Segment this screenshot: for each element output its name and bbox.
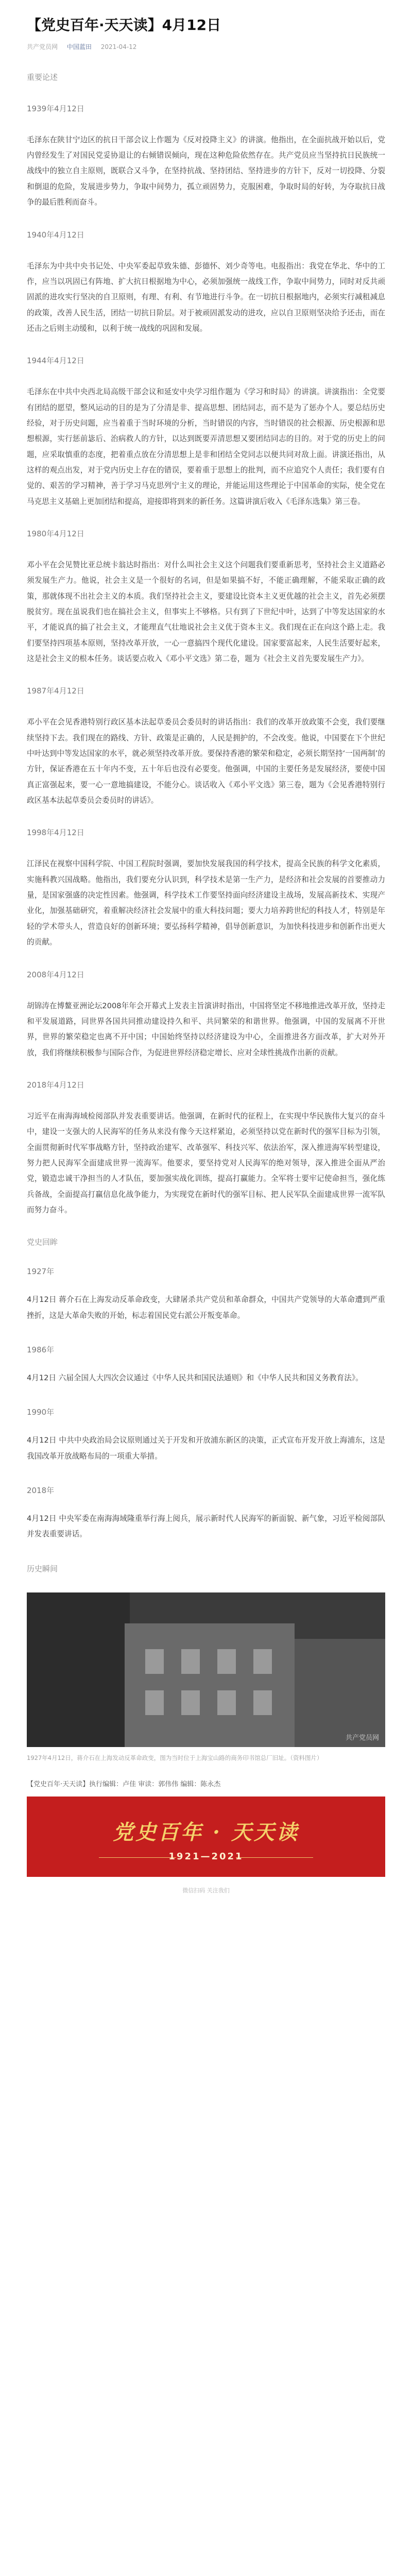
section-1940 xyxy=(27,229,385,337)
photo-window-shape xyxy=(217,1649,236,1674)
publish-date: 2021-04-12 xyxy=(100,43,137,50)
photo-window-shape xyxy=(253,1690,272,1715)
event-year: 1927年 xyxy=(27,1267,55,1277)
event-item xyxy=(27,1266,385,1324)
photo-heading: 历史瞬间 xyxy=(27,1564,58,1573)
event-year: 2018年 xyxy=(27,1486,55,1496)
events-heading: 党史回眸 xyxy=(27,1238,58,1247)
event-item xyxy=(27,1485,385,1543)
section-1987 xyxy=(27,685,385,808)
photo-window-shape xyxy=(181,1649,200,1674)
section-text: 毛泽东在陕甘宁边区的抗日干部会议上作题为《反对投降主义》的讲演。他指出，在全面抗战开始以后，党内曾经发生了对国民党妥协退让的右倾错误倾向，现在这种危险依然存在。共产党员应当坚持抗日民族统一战线中的独立自主原则，既联合又斗争，在坚持抗战、坚持团结、坚持进步的方针下，反对一切投降、分裂和倒退的危险，发展进步势力，争取中间势力，孤立顽固势力，克服困难，争取时局的好转，为夺取抗日战争的最后胜利而奋斗。 xyxy=(27,135,385,207)
event-year: 1986年 xyxy=(27,1345,55,1354)
section-text: 胡锦涛在博鳌亚洲论坛2008年年会开幕式上发表主旨演讲时指出，中国将坚定不移地推进改革开放，坚持走和平发展道路，同世界各国共同推动建设持久和平、共同繁荣的和谐世界。他强调，中国的发展离不开世界，世界的繁荣稳定也离不开中国；中国始终坚持以经济建设为中心，全面推进各方面改革，扩大对外开放，我们将继续积极参与国际合作，为促进世界经济稳定增长、应对全球性挑战作出新的贡献。 xyxy=(27,1001,385,1057)
article-meta xyxy=(27,42,385,51)
event-year: 1990年 xyxy=(27,1408,55,1417)
event-text: 4月12日 中央军委在南海海域隆重举行海上阅兵，展示新时代人民海军的新面貌、新气象，习近平检阅部队并发表重要讲话。 xyxy=(27,1514,385,1539)
section-text: 邓小平在会见香港特别行政区基本法起草委员会委员时的讲话指出：我们的改革开放政策不会变，我们要继续坚持下去。我们现在的路线、方针、政策是正确的，人民是拥护的，不会改变。他说，中国要在下个世纪中叶达到中等发达国家的水平，就必须坚持改革开放。要保持香港的繁荣和稳定，必须长期坚持‘一国两制’的方针，保证香港在五十年内不变，五十年后也没有必要变。他强调，中国的主要任务是发展经济，要使中国真正富强起来，要一心一意地搞建设，不能分心。谈话收入《邓小平文选》第三卷，题为《会见香港特别行政区基本法起草委员会委员时的讲话》。 xyxy=(27,718,385,805)
section-text: 习近平在南海海域检阅部队并发表重要讲话。他强调，在新时代的征程上，在实现中华民族伟大复兴的奋斗中，建设一支强大的人民海军的任务从来没有像今天这样紧迫，必须坚持以党在新时代的强军目标为引领，全面贯彻新时代军事战略方针，坚持政治建军、改革强军、科技兴军、依法治军，深入推进海军转型建设，努力把人民海军全面建成世界一流海军。他要求，要坚持党对人民海军的绝对领导，深入推进全面从严治党，锻造忠诚干净担当的人才队伍，要加强实战化训练，提高打赢能力。全军将士要牢记使命担当，强化练兵备战，全面提高打赢信息化战争能力，为实现党在新时代的强军目标、把人民军队全面建成世界一流军队而努力奋斗。 xyxy=(27,1111,385,1214)
photo-window-shape xyxy=(217,1690,236,1715)
event-text: 4月12日 中共中央政治局会议原则通过关于开发和开放浦东新区的决策，正式宣布开发开放上海浦东，这是我国改革开放战略布局的一项重大举措。 xyxy=(27,1436,385,1461)
section-1998 xyxy=(27,827,385,950)
page-footer: 微信扫码 关注我们 xyxy=(182,1887,230,1894)
photo-window-shape xyxy=(253,1649,272,1674)
article-source: 共产党员网 xyxy=(27,43,58,50)
section-1939 xyxy=(27,103,385,211)
section-date: 1987年4月12日 xyxy=(27,686,84,696)
event-text: 4月12日 蒋介石在上海发动反革命政变，大肆屠杀共产党员和革命群众，中国共产党领导的大革命遭到严重挫折，这是大革命失败的开始，标志着国民党右派公开叛变革命。 xyxy=(27,1295,385,1320)
section-date: 1939年4月12日 xyxy=(27,104,84,113)
section-kicker: 重要论述 xyxy=(27,72,58,82)
section-text: 毛泽东在中共中央西北局高级干部会议和延安中央学习组作题为《学习和时局》的讲演。讲演指出：全党要有团结的愿望，整风运动的目的是为了分清是非、提高思想、团结同志，而不是为了惩办个人。要总结历史经验，对于历史问题，应当着重于当时环境的分析，当时错误的内容，当时错误的社会根源、历史根源和思想根源，实行惩前毖后、治病救人的方针，以达到既要弄清思想又要团结同志的目的。对于党的历史上的问题，应采取慎重的态度，把着重点放在分清思想上是非和团结全党同志以便共同对敌上面。讲演还指出，从这样的观点出发，对于党内历史上存在的错误，要着重于思想上的批判，而不应追究个人责任；我们要有自觉的、艰苦的学习精神，善于学习马克思列宁主义的理论，并能运用这些理论于中国革命的实际，使全党在马克思主义基础上更加团结和提高，迎接即将到来的新任务。这篇讲演后收入《毛泽东选集》第三卷。 xyxy=(27,387,385,506)
photo-window-shape xyxy=(181,1690,200,1715)
section-text: 邓小平在会见赞比亚总统卡翁达时指出：对什么叫社会主义这个问题我们要重新思考，坚持社会主义道路必须发展生产力。他说，社会主义是一个很好的名词，但是如果搞不好，不能正确理解，不能采取正确的政策，那就体现不出社会主义的本质。我们坚持社会主义，要建设比资本主义更优越的社会主义，首先必须摆脱贫穷。现在虽说我们也在搞社会主义，但事实上不够格。只有到了下世纪中叶，达到了中等发达国家的水平，才能说真的搞了社会主义，才能理直气壮地说社会主义优于资本主义。我们现在正在向这个路上走。我们要坚持四项基本原则，坚持改革开放，一心一意搞四个现代化建设。国家要富起来，人民生活要好起来，这是社会主义的根本任务。谈话要点收入《邓小平文选》第二卷，题为《社会主义首先要发展生产力》。 xyxy=(27,560,385,664)
banner-title: 党史百年 · 天天读 xyxy=(113,1820,299,1845)
photo-building-shape xyxy=(125,1623,295,1747)
section-date: 1940年4月12日 xyxy=(27,230,84,240)
section-text: 江泽民在视察中国科学院、中国工程院时强调，要加快发展我国的科学技术，提高全民族的科学文化素质，实施科教兴国战略。他指出，我们要充分认识到，科学技术是第一生产力，是经济和社会发展的首要推动力量，是国家强盛的决定性因素。他强调，科学技术工作要坚持面向经济建设主战场，发展高新技术、实现产业化，加强基础研究，着重解决经济社会发展中的重大科技问题；要大力培养跨世纪的科技人才，特别是年轻的学术带头人，营造良好的创新环境；要弘扬科学精神，倡导创新意识，为加快科技进步和创新作出更大的贡献。 xyxy=(27,859,385,947)
event-text: 4月12日 六届全国人大四次会议通过《中华人民共和国民法通则》和《中华人民共和国义务教育法》。 xyxy=(27,1373,363,1382)
credit-text: 执行编辑：卢佳 审读：郭伟伟 编辑：陈永杰 xyxy=(89,1781,221,1789)
section-date: 1980年4月12日 xyxy=(27,529,84,538)
credit-label: 【党史百年·天天读】 xyxy=(27,1781,90,1789)
event-item xyxy=(27,1406,385,1464)
event-item xyxy=(27,1344,385,1386)
photo-tree-shape xyxy=(27,1592,130,1747)
article-title: 【党史百年·天天读】4月12日 xyxy=(27,16,221,33)
banner-years: 1921—2021 xyxy=(168,1851,244,1862)
section-1944 xyxy=(27,355,385,510)
section-date: 2008年4月12日 xyxy=(27,970,84,979)
section-text: 毛泽东为中共中央书记处、中央军委起草致朱德、彭德怀、刘少奇等电。电报指出：我党在华北、华中的工作，应当以巩固已有阵地、扩大抗日根据地为中心，必须加强统一战线工作，争取中间势力，同时对反共顽固派的进攻实行坚决的自卫原则，有理、有利、有节地进行斗争。在一切抗日根据地内，必须实行减租减息的政策，改善人民生活，团结一切抗日阶层。对于被顽固派发动的进攻，应以自卫原则坚决给予还击，而在还击之后则主动缓和，以利于统一战线的巩固和发展。 xyxy=(27,261,385,333)
section-2018 xyxy=(27,1079,385,1218)
photo-building-shape xyxy=(295,1639,385,1747)
series-banner xyxy=(27,1797,385,1877)
photo-window-shape xyxy=(145,1690,164,1715)
section-1980 xyxy=(27,528,385,667)
section-date: 1944年4月12日 xyxy=(27,356,84,366)
historical-photo xyxy=(27,1592,385,1747)
section-2008 xyxy=(27,969,385,1061)
photo-watermark: 共产党员网 xyxy=(345,1734,379,1742)
section-date: 1998年4月12日 xyxy=(27,828,84,838)
account-link[interactable]: 中国蓝田 xyxy=(66,43,92,50)
photo-window-shape xyxy=(145,1649,164,1674)
section-date: 2018年4月12日 xyxy=(27,1080,84,1090)
credit-line xyxy=(27,1778,385,1788)
photo-caption: 1927年4月12日，蒋介石在上海发动反革命政变，图为当时位于上海宝山路的商务印书馆总厂旧址。（资料图片） xyxy=(27,1754,323,1761)
